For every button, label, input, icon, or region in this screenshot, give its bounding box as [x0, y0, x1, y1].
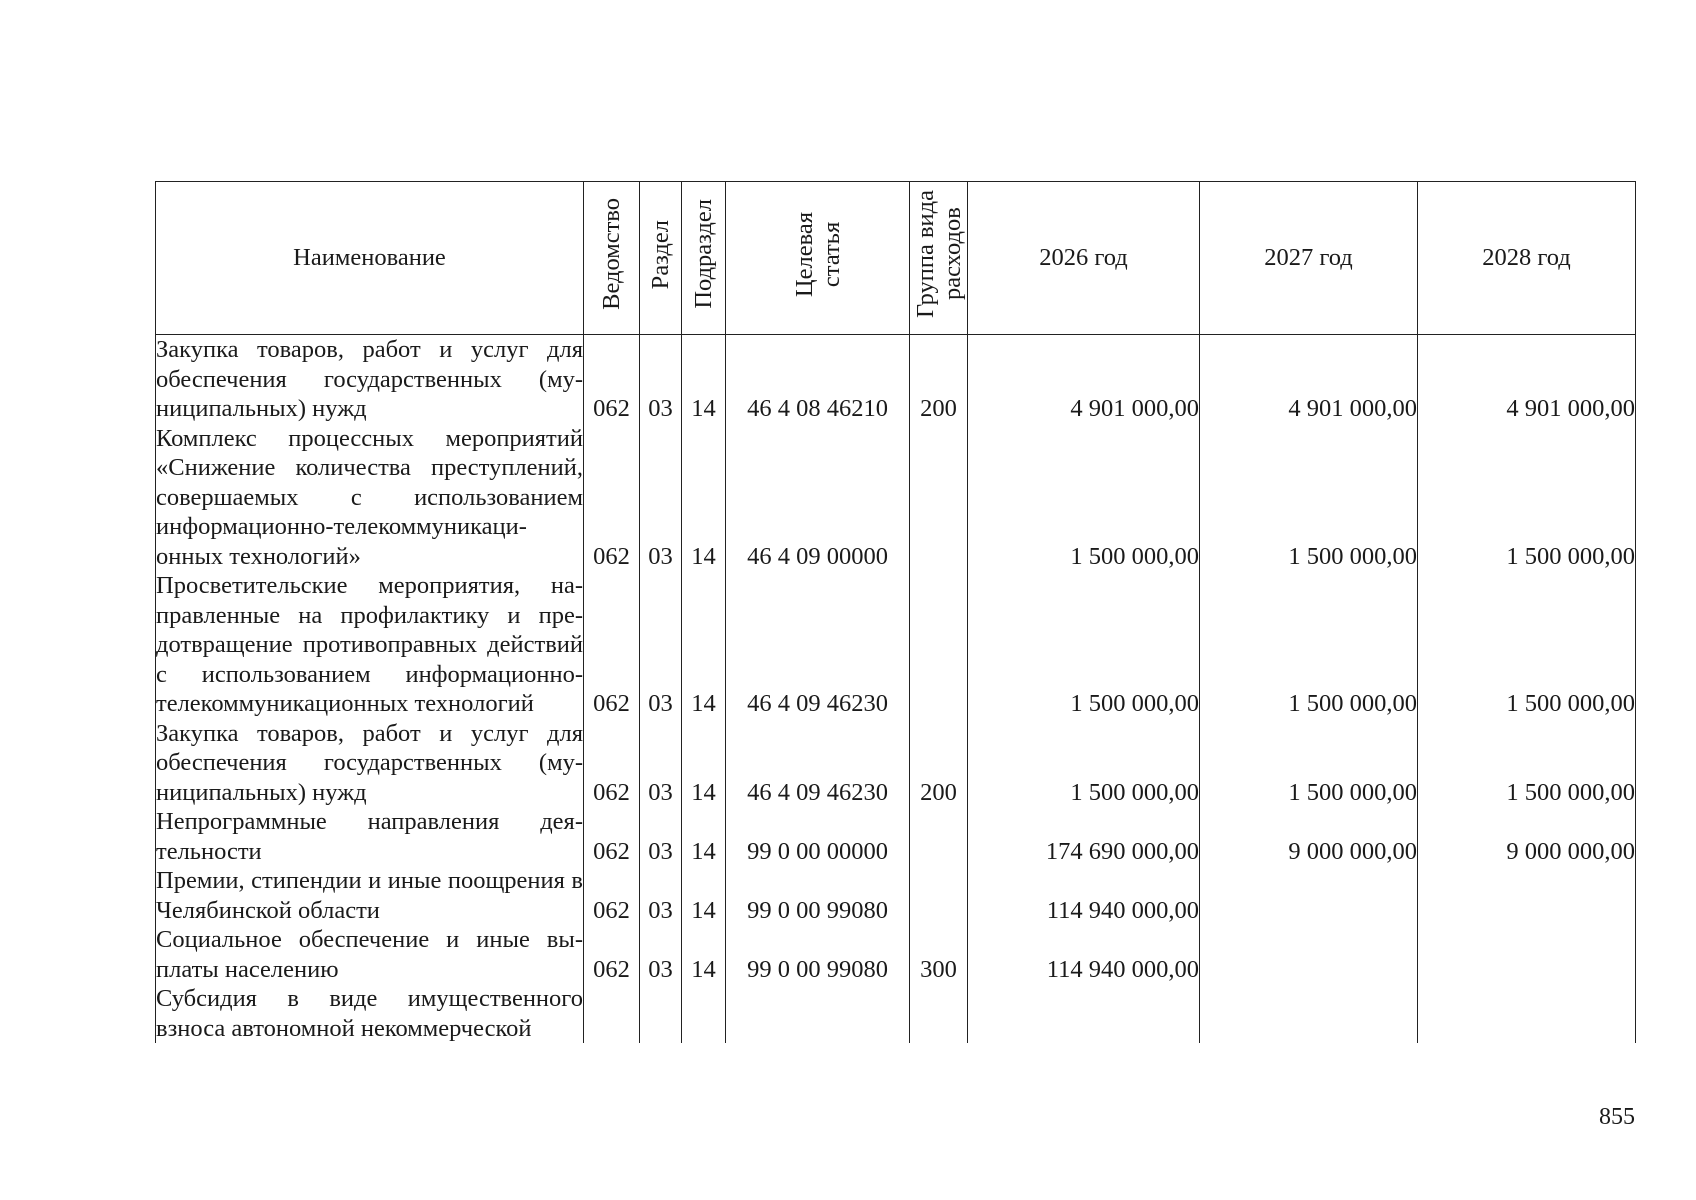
row-name: Социальное обеспечение и иные выплаты населению: [156, 926, 583, 983]
row-name: Субсидия в виде имущественного взноса автономной некоммерческой: [156, 985, 583, 1042]
row-amount-2027: 1 500 000,00: [1200, 719, 1418, 808]
row-amount-2028: 1 500 000,00: [1418, 571, 1636, 719]
row-target-article: 46 4 09 00000: [726, 424, 910, 572]
row-subsection: 14: [682, 424, 726, 572]
row-section: 03: [640, 571, 682, 719]
row-expense-group: [910, 866, 968, 925]
header-target-article: Целевая статья: [726, 182, 910, 335]
row-amount-2026: 174 690 000,00: [968, 807, 1200, 866]
row-agency: 062: [584, 424, 640, 572]
row-expense-group: [910, 571, 968, 719]
header-section: Раздел: [640, 182, 682, 335]
row-amount-2028: [1418, 984, 1636, 1043]
row-target-article: [726, 984, 910, 1043]
table-row: [156, 335, 1636, 424]
row-target-article: 46 4 08 46210: [726, 335, 910, 424]
row-agency: [584, 984, 640, 1043]
row-target-article: 46 4 09 46230: [726, 719, 910, 808]
row-amount-2026: 1 500 000,00: [968, 571, 1200, 719]
row-target-article: 99 0 00 00000: [726, 807, 910, 866]
header-subsection: Подраздел: [682, 182, 726, 335]
row-amount-2028: 1 500 000,00: [1418, 719, 1636, 808]
row-target-article: 99 0 00 99080: [726, 866, 910, 925]
row-expense-group: 200: [910, 335, 968, 424]
header-expense-group: Группа вида расходов: [910, 182, 968, 335]
row-expense-group: [910, 807, 968, 866]
row-amount-2026: 114 940 000,00: [968, 925, 1200, 984]
row-name: Закупка товаров, работ и услуг для обеспечения государственных (муниципальных) нужд: [156, 336, 583, 422]
row-name: Просветительские мероприятия, направленные на профилактику и предотвращение противоправных действий с использованием информационно-телекоммуникационных технологий: [156, 572, 583, 717]
row-name: Непрограммные направления деятельности: [156, 808, 583, 865]
row-subsection: 14: [682, 335, 726, 424]
budget-table: [155, 181, 1636, 1043]
row-amount-2027: [1200, 925, 1418, 984]
row-section: 03: [640, 335, 682, 424]
row-section: 03: [640, 866, 682, 925]
header-2027: 2027 год: [1200, 182, 1418, 335]
row-amount-2026: [968, 984, 1200, 1043]
table-row: [156, 571, 1636, 719]
row-amount-2027: 1 500 000,00: [1200, 571, 1418, 719]
row-amount-2027: 4 901 000,00: [1200, 335, 1418, 424]
row-section: 03: [640, 925, 682, 984]
row-subsection: 14: [682, 866, 726, 925]
row-amount-2027: [1200, 984, 1418, 1043]
row-subsection: 14: [682, 719, 726, 808]
row-name: Премии, стипендии и иные поощрения в Челябинской области: [156, 867, 583, 924]
row-name: Закупка товаров, работ и услуг для обеспечения государственных (муниципальных) нужд: [156, 719, 583, 806]
header-2026: 2026 год: [968, 182, 1200, 335]
row-agency: 062: [584, 925, 640, 984]
page-number: 855: [1599, 1104, 1635, 1130]
row-amount-2028: 9 000 000,00: [1418, 807, 1636, 866]
row-amount-2028: 1 500 000,00: [1418, 424, 1636, 572]
table-row: [156, 984, 1636, 1043]
row-amount-2027: [1200, 866, 1418, 925]
row-agency: 062: [584, 807, 640, 866]
row-agency: 062: [584, 719, 640, 808]
header-agency: Ведомство: [584, 182, 640, 335]
row-expense-group: 300: [910, 925, 968, 984]
row-amount-2027: 9 000 000,00: [1200, 807, 1418, 866]
table-row: [156, 807, 1636, 866]
table-header-row: [156, 182, 1636, 335]
row-amount-2026: 4 901 000,00: [968, 335, 1200, 424]
row-target-article: 99 0 00 99080: [726, 925, 910, 984]
row-amount-2028: 4 901 000,00: [1418, 335, 1636, 424]
row-target-article: 46 4 09 46230: [726, 571, 910, 719]
row-section: 03: [640, 424, 682, 572]
row-name: Комплекс процессных мероприятий «Снижение количества преступлений, совершаемых с использованием информационно-телекоммуникационных технологий»: [156, 424, 583, 570]
row-section: 03: [640, 719, 682, 808]
row-expense-group: 200: [910, 719, 968, 808]
table-row: [156, 866, 1636, 925]
row-agency: 062: [584, 571, 640, 719]
row-subsection: [682, 984, 726, 1043]
row-section: 03: [640, 807, 682, 866]
row-amount-2027: 1 500 000,00: [1200, 424, 1418, 572]
row-subsection: 14: [682, 571, 726, 719]
row-amount-2028: [1418, 925, 1636, 984]
row-agency: 062: [584, 866, 640, 925]
row-amount-2026: 1 500 000,00: [968, 719, 1200, 808]
row-expense-group: [910, 424, 968, 572]
row-amount-2026: 114 940 000,00: [968, 866, 1200, 925]
row-expense-group: [910, 984, 968, 1043]
header-2028: 2028 год: [1418, 182, 1636, 335]
row-amount-2026: 1 500 000,00: [968, 424, 1200, 572]
header-name: Наименование: [156, 182, 584, 335]
row-agency: 062: [584, 335, 640, 424]
row-section: [640, 984, 682, 1043]
row-subsection: 14: [682, 807, 726, 866]
table-row: [156, 925, 1636, 984]
table-row: [156, 719, 1636, 808]
table-row: [156, 424, 1636, 572]
row-amount-2028: [1418, 866, 1636, 925]
row-subsection: 14: [682, 925, 726, 984]
